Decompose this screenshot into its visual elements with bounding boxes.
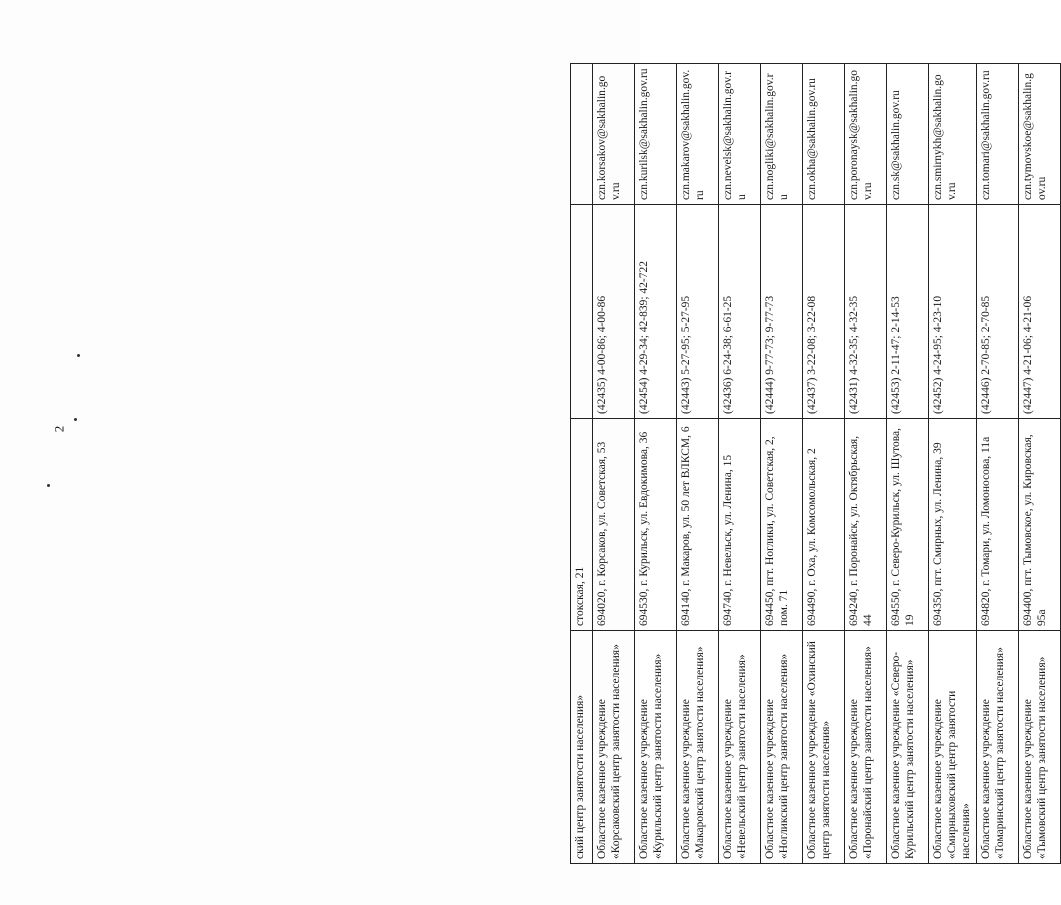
phones-cell: (42447) 4-21-06; 4-21-06 xyxy=(1019,205,1061,419)
rotated-table-wrapper xyxy=(570,64,1049,864)
address-cell: 694140, г. Макаров, ул. 50 лет ВЛКСМ, 6 xyxy=(677,419,719,631)
phones-cell: (42435) 4-00-86; 4-00-86 xyxy=(593,205,635,419)
phones-cell: (42452) 4-24-95; 4-23-10 xyxy=(929,205,977,419)
table-row xyxy=(677,64,719,864)
phones-cell xyxy=(571,205,593,419)
address-cell: 694350, пгт. Смирных, ул. Ленина, 39 xyxy=(929,419,977,631)
address-cell: 694020, г. Корсаков, ул. Советская, 53 xyxy=(593,419,635,631)
scan-speck xyxy=(74,418,77,421)
employment-centers-table xyxy=(570,63,1061,864)
address-cell: 694240, г. Поронайск, ул. Октябрьская, 44 xyxy=(845,419,887,631)
email-cell: czn.makarov@sakhalin.gov.ru xyxy=(677,64,719,205)
phones-cell: (42453) 2-11-47; 2-14-53 xyxy=(887,205,929,419)
email-cell: czn.tymovskoe@sakhalin.gov.ru xyxy=(1019,64,1061,205)
email-cell: czn.nogliki@sakhalin.gov.ru xyxy=(761,64,803,205)
organization-cell: Областное казенное учреждение «Смирныховский центр занятости населения» xyxy=(929,631,977,864)
email-cell: czn.sk@sakhalin.gov.ru xyxy=(887,64,929,205)
organization-cell: Областное казенное учреждение «Макаровский центр занятости населения» xyxy=(677,631,719,864)
address-cell: стокская, 21 xyxy=(571,419,593,631)
table-body xyxy=(571,64,1061,864)
organization-cell: Областное казенное учреждение «Охинский центр занятости населения» xyxy=(803,631,845,864)
email-cell: czn.tomari@sakhalin.gov.ru xyxy=(977,64,1019,205)
email-cell xyxy=(571,64,593,205)
address-cell: 694530, г. Курильск, ул. Евдокимова, 36 xyxy=(635,419,677,631)
email-cell: czn.kurilsk@sakhalin.gov.ru xyxy=(635,64,677,205)
address-cell: 694400, пгт. Тымовское, ул. Кировская, 95а xyxy=(1019,419,1061,631)
email-cell: czn.korsakov@sakhalin.gov.ru xyxy=(593,64,635,205)
table-row xyxy=(719,64,761,864)
table-row xyxy=(1019,64,1061,864)
phones-cell: (42446) 2-70-85; 2-70-85 xyxy=(977,205,1019,419)
phones-cell: (42454) 4-29-34; 42-839; 42-722 xyxy=(635,205,677,419)
address-cell: 694820, г. Томари, ул. Ломоносова, 11а xyxy=(977,419,1019,631)
email-cell: czn.okha@sakhalin.gov.ru xyxy=(803,64,845,205)
phones-cell: (42431) 4-32-35; 4-32-35 xyxy=(845,205,887,419)
organization-cell: Областное казенное учреждение «Корсаковский центр занятости населения» xyxy=(593,631,635,864)
organization-cell: Областное казенное учреждение «Тымовский центр занятости населения» xyxy=(1019,631,1061,864)
organization-cell: Областное казенное учреждение «Северо-Курильский центр занятости населения» xyxy=(887,631,929,864)
organization-cell: Областное казенное учреждение «Ногликский центр занятости населения» xyxy=(761,631,803,864)
email-cell: czn.poronaysk@sakhalin.gov.ru xyxy=(845,64,887,205)
organization-cell: Областное казенное учреждение «Поронайский центр занятости населения» xyxy=(845,631,887,864)
scan-speck xyxy=(77,354,80,357)
table-row xyxy=(761,64,803,864)
phones-cell: (42436) 6-24-38; 6-61-25 xyxy=(719,205,761,419)
table-row xyxy=(977,64,1019,864)
phones-cell: (42443) 5-27-95; 5-27-95 xyxy=(677,205,719,419)
table-row xyxy=(803,64,845,864)
scan-speck xyxy=(47,484,50,487)
table-row xyxy=(887,64,929,864)
table-row xyxy=(929,64,977,864)
table-row xyxy=(635,64,677,864)
address-cell: 694740, г. Невельск, ул. Ленина, 15 xyxy=(719,419,761,631)
email-cell: czn.nevelsk@sakhalin.gov.ru xyxy=(719,64,761,205)
email-cell: czn.smirnykh@sakhalin.gov.ru xyxy=(929,64,977,205)
phones-cell: (42444) 9-77-73; 9-77-73 xyxy=(761,205,803,419)
table-row xyxy=(845,64,887,864)
organization-cell: Областное казенное учреждение «Томаринский центр занятости населения» xyxy=(977,631,1019,864)
organization-cell: Областное казенное учреждение «Курильский центр занятости населения» xyxy=(635,631,677,864)
address-cell: 694490, г. Оха, ул. Комсомольская, 2 xyxy=(803,419,845,631)
organization-cell: ский центр занятости населения» xyxy=(571,631,593,864)
address-cell: 694450, пгт. Ноглики, ул. Советская, 2, пом. 71 xyxy=(761,419,803,631)
organization-cell: Областное казенное учреждение «Невельский центр занятости населения» xyxy=(719,631,761,864)
table-row xyxy=(593,64,635,864)
phones-cell: (42437) 3-22-08; 3-22-08 xyxy=(803,205,845,419)
table-row xyxy=(571,64,593,864)
page-number: 2 xyxy=(51,425,67,433)
address-cell: 694550, г. Северо-Курильск, ул. Шутова, 19 xyxy=(887,419,929,631)
